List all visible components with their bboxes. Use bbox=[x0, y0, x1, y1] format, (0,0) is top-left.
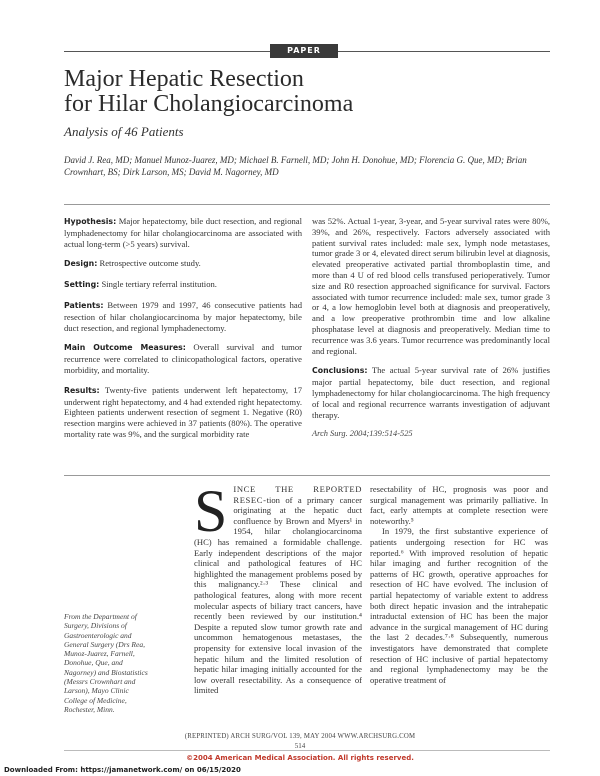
patients-label: Patients: bbox=[64, 300, 104, 310]
footer-rule bbox=[64, 750, 550, 751]
outcome-label: Main Outcome Measures: bbox=[64, 343, 186, 353]
title-line-1: Major Hepatic Resection bbox=[64, 66, 304, 92]
abstract-column-left bbox=[64, 216, 302, 449]
abstract-conclusions bbox=[312, 365, 550, 420]
outcome-text: Overall survival and tumor recurrence were correlated to clinicopathological factors, operative morbidity, and mortality. bbox=[64, 342, 302, 375]
author-affiliation: From the Department of Surgery, Divisions of Gastroenterologic and General Surgery (Drs Rea, Munoz-Juarez, Farnell, Donohue, Que, and Nagorney) and Biostatistics (Messrs Crownhart and Larson), Mayo Clinic College of Medicine, Rochester, Minn. bbox=[64, 612, 148, 714]
article-title bbox=[64, 67, 353, 117]
results-text: Twenty-five patients underwent left hepatectomy, 17 underwent right hepatectomy, and 4 had extended right hepatectomy. Eighteen patients underwent resection of segment 1. Negative (R0) resection margins were achieved in 37 patients (80%). The operative mortality rate was 9%, and the surgical morbidity rate bbox=[64, 384, 303, 439]
body-column-1 bbox=[194, 478, 362, 696]
results-label: Results: bbox=[64, 385, 100, 395]
setting-label: Setting: bbox=[64, 280, 100, 290]
hypothesis-label: Hypothesis: bbox=[64, 217, 117, 226]
abstract-setting bbox=[64, 279, 302, 291]
abstract-patients bbox=[64, 300, 302, 333]
section-badge: PAPER bbox=[270, 44, 338, 58]
header-rule-right bbox=[338, 51, 550, 52]
abstract-design bbox=[64, 258, 302, 270]
conclusions-text: The actual 5-year survival rate of 26% justifies major partial hepatectomy, bile duct resection, and regional lymphadenectomy for hilar cholangiocarcinoma. The high frequency of local and regional recurrence warrants investigation of adjuvant therapy. bbox=[312, 365, 550, 420]
abstract-column-right bbox=[312, 216, 550, 449]
abstract-results bbox=[64, 385, 302, 440]
author-list: David J. Rea, MD; Manuel Munoz-Juarez, MD; Michael B. Farnell, MD; John H. Donohue, MD; Florencia G. Que, MD; Brian Crownhart, BS; Dirk Larson, MS; David M. Nagorney, MD bbox=[64, 155, 527, 177]
design-text: Retrospective outcome study. bbox=[99, 258, 201, 269]
patients-text: Between 1979 and 1997, 46 consecutive patients had resection of hilar cholangiocarcinoma by major hepatectomy, bile duct resection, and regional lymphadenectomy. bbox=[64, 299, 302, 333]
title-line-2: for Hilar Cholangiocarcinoma bbox=[64, 91, 354, 117]
body-paragraph-3: In 1979, the first substantive experience of patients undergoing resection for HC was reported.⁶ With improved resolution of hepatic hilar imaging and further recognition of the patterns of HC growth, operative approaches for resection of HC have evolved. The inclusion of partial hepatectomy of variable extent to address both direct hepatic invasion and the intrahepatic intraductal extension of HC has been the major advance in the surgical management of HC during the last 2 decades.⁷·⁸ Subsequently, numerous investigators have demonstrated that complete resection of HC inclusive of partial hepatectomy and regional lymphadenectomy may be the operative treatment of bbox=[370, 526, 548, 685]
header-rule-left bbox=[64, 51, 270, 52]
lead-in-caps: INCE THE REPORTED RESEC- bbox=[233, 484, 362, 505]
body-paragraph-1 bbox=[194, 478, 362, 696]
citation: Arch Surg. 2004;139:514-525 bbox=[312, 429, 413, 439]
abstract-outcome bbox=[64, 342, 302, 375]
abstract-results-continued: was 52%. Actual 1-year, 3-year, and 5-year survival rates were 80%, 39%, and 26%, respectively. Factors adversely associated with patient survival rates included: male sex, lymph node metastases, tumor grade 3 or 4, elevated direct serum bilirubin level at diagnosis, elevated preoperative activated partial thromboplastin time, and more than 4 U of red blood cells transfused perioperatively. Tumor size and R0 resection approached significance for survival. Factors associated with tumor recurrence included: male sex, tumor grade 3 or 4, a low hemoglobin level both at diagnosis and preoperatively, and a low preoperative prothrombin time and low alkaline phosphatase level at diagnosis and preoperatively. Median time to recurrence was 3.6 years. Tumor recurrence was predominantly local and regional. bbox=[312, 216, 550, 356]
abstract-hypothesis bbox=[64, 216, 302, 249]
drop-cap: S bbox=[194, 478, 228, 544]
copyright-notice: ©2004 American Medical Association. All rights reserved. bbox=[186, 754, 414, 762]
journal-footer: (REPRINTED) ARCH SURG/VOL 139, MAY 2004 WWW.ARCHSURG.COM bbox=[184, 733, 416, 740]
body-paragraph-2: resectability of HC, prognosis was poor and surgical management was primarily palliative. In fact, early attempts at complete resection were noteworthy.⁵ bbox=[370, 484, 548, 526]
hypothesis-text: Major hepatectomy, bile duct resection, and regional lymphadenectomy for hilar cholangiocarcinoma are associated with actual long-term (>5 years) survival. bbox=[64, 216, 302, 249]
download-notice: Downloaded From: https://jamanetwork.com/ on 06/15/2020 bbox=[4, 766, 241, 774]
body-col1-text: tion of a primary cancer originating at the hepatic duct confluence by Brown and Myers¹ in 1954, hilar cholangiocarcinoma (HC) has remained a formidable challenge. Early independent descriptions of the major clinical and pathological features of HC highlighted the management problems posed by this malignancy.²·³ These clinical and pathological features, along with more recent molecular aspects of biliary tract cancers, have recently been reviewed by our institution.⁴ Despite a reputed slow tumor growth rate and uncommon hematogenous metastases, the propensity for extensive local invasion of the hepatic hilum and the limited resolution of hepatic hilar imaging initially accounted for the low overall resectability. As a consequence of limited bbox=[194, 494, 362, 696]
design-label: Design: bbox=[64, 259, 98, 269]
body-column-2 bbox=[370, 484, 548, 685]
abstract-top-rule bbox=[64, 204, 550, 205]
abstract-bottom-rule bbox=[64, 475, 550, 476]
page-number: 514 bbox=[294, 742, 306, 750]
setting-text: Single tertiary referral institution. bbox=[101, 279, 217, 290]
conclusions-label: Conclusions: bbox=[312, 366, 368, 376]
article-subtitle: Analysis of 46 Patients bbox=[64, 124, 184, 139]
